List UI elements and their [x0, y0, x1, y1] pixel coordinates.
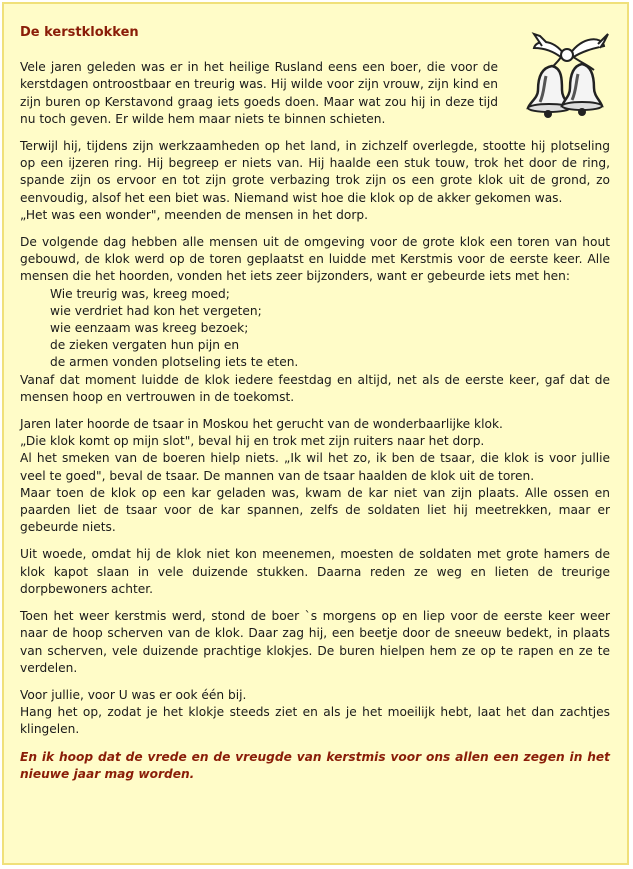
verse-line: wie verdriet had kon het vergeten; — [50, 303, 262, 318]
paragraph-7-line-1: Voor jullie, voor U was er ook één bij. — [20, 687, 247, 702]
paragraph-4-line-4: Maar toen de klok op een kar geladen was, kwam de kar niet van zijn plaats. Alle ossen en paarden liet de tsaar voor de kar spannen, zelfs de soldaten liet hij meetrekken, maar er gebeurde niets. — [20, 485, 610, 535]
letter-content — [20, 24, 610, 793]
paragraph-3 — [20, 234, 610, 406]
paragraph-4-line-1: Jaren later hoorde de tsaar in Moskou het gerucht van de wonderbaarlijke klok. — [20, 417, 503, 432]
paragraph-6: Toen het weer kerstmis werd, stond de boer `s morgens op en liep voor de eerste keer weer naar de hoop scherven van de klok. Daar zag hij, een beetje door de sneeuw bedekt, in plaats van scherven, vele duizende prachtige klokjes. De buren hielpen hem ze op te rapen en ze te verdelen. — [20, 609, 610, 675]
verse-line: wie eenzaam was kreeg bezoek; — [50, 321, 249, 336]
closing-wish: En ik hoop dat de vrede en de vreugde van kerstmis voor ons allen een zegen in het nieuwe jaar mag worden. — [20, 749, 610, 781]
paragraph-4-line-2: „Die klok komt op mijn slot", beval hij en trok met zijn ruiters naar het dorp. — [20, 434, 485, 449]
paragraph-3-text: De volgende dag hebben alle mensen uit de omgeving voor de grote klok een toren van hout gebouwd, de klok werd op de toren geplaatst en luidde met Kerstmis voor de eerste keer. Alle mensen die het hoorden, vonden het iets zeer bijzonders, want er gebeurde iets met hen: — [20, 235, 610, 284]
paragraph-5: Uit woede, omdat hij de klok niet kon meenemen, moesten de soldaten met grote hamers de klok kapot slaan in vele duizende stukken. Daarna reden ze weg en lieten de treurige dorpbewoners achter. — [20, 547, 610, 596]
verse-line: Wie treurig was, kreeg moed; — [50, 286, 230, 301]
paragraph-4-line-3: Al het smeken van de boeren hielp niets. „Ik wil het zo, ik ben de tsaar, die klok is voor jullie veel te goed", beval de tsaar. De mannen van de tsaar haalden de klok uit de toren. — [20, 451, 610, 483]
verse-line: de zieken vergaten hun pijn en — [50, 338, 240, 353]
paragraph-3-after: Vanaf dat moment luidde de klok iedere feestdag en altijd, net als de eerste keer, gaf dat de mensen hoop en vertrouwen in de toekomst. — [20, 372, 610, 404]
verse-line: de armen vonden plotseling iets te eten. — [50, 355, 299, 370]
paragraph-2 — [20, 138, 610, 224]
paragraph-2-quote: „Het was een wonder", meenden de mensen in het dorp. — [20, 207, 368, 222]
page-title: De kerstklokken — [20, 25, 139, 40]
paragraph-4 — [20, 416, 610, 536]
paragraph-7 — [20, 687, 610, 739]
paragraph-7-line-2: Hang het op, zodat je het klokje steeds ziet en als je het moeilijk hebt, laat het dan zachtjes klingelen. — [20, 705, 610, 737]
paragraph-2-text: Terwijl hij, tijdens zijn werkzaamheden op het land, in zichzelf overlegde, stootte hij plotseling op een ijzeren ring. Hij begreep er niets van. Hij haalde een stuk touw, trok het door de ring, spande zijn os ervoor en tot zijn grote verbazing trok zijn os een grote klok uit de grond, zo eenvoudig, alsof het een biet was. Niemand wist hoe die klok op de akker gekomen was. — [20, 139, 610, 205]
paragraph-1: Vele jaren geleden was er in het heilige Rusland eens een boer, die voor de kerstdagen ontroostbaar en treurig was. Hij wilde voor zijn vrouw, zijn kind en zijn buren op Kerstavond graag iets goeds doen. Maar wat zou hij in deze tijd nu toch geven. Er wilde hem maar niets te binnen schieten. — [20, 60, 498, 126]
